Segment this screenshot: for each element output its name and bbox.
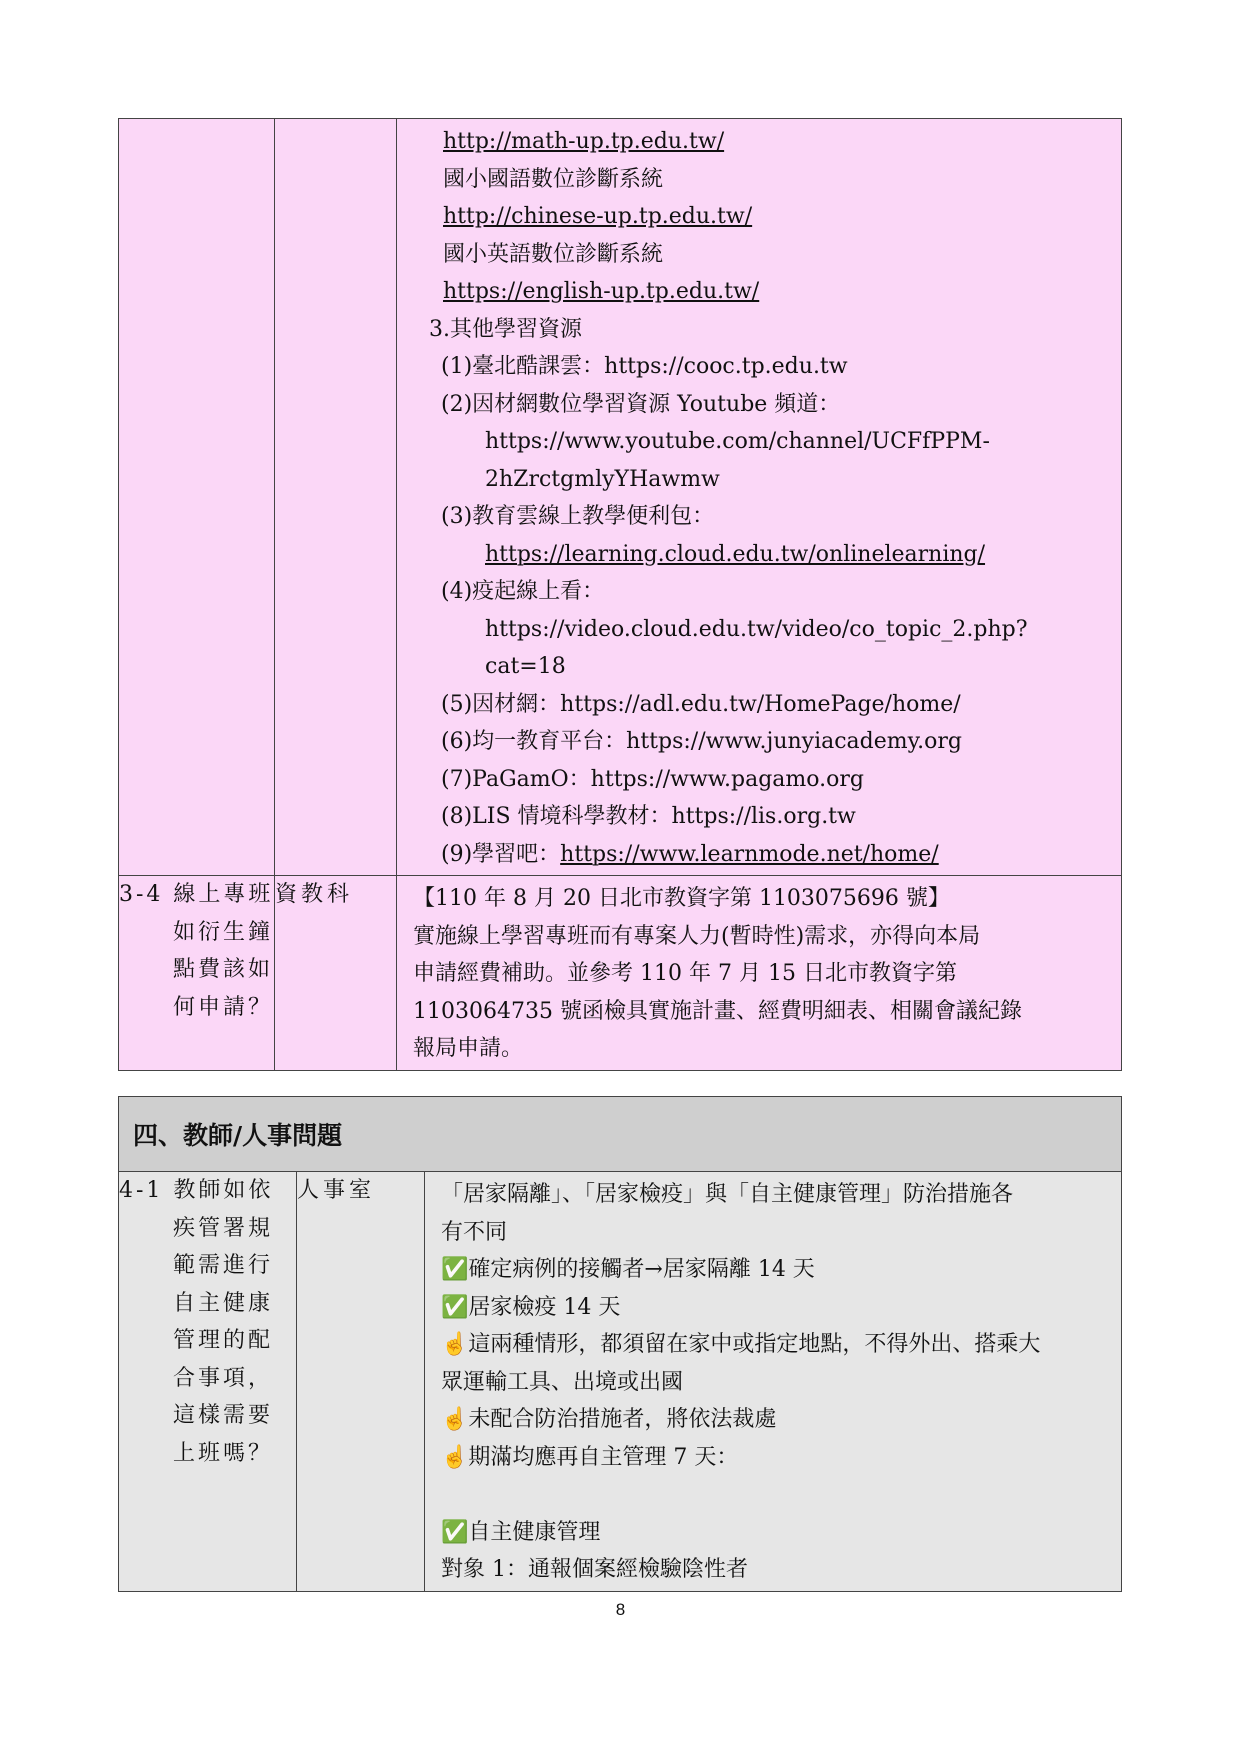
section-header-row (119, 1097, 1122, 1172)
resource-item: (4)疫起線上看： (441, 579, 605, 604)
resource-list-cell (397, 119, 1122, 876)
answer-line: 1103064735 號函檢具實施計畫、經費明細表、相關會議紀錄 (413, 998, 1022, 1024)
resource-item-label: (9)學習吧： (441, 841, 561, 867)
question-line: 範需進行 (173, 1253, 274, 1278)
answer-line: 有不同 (441, 1219, 508, 1245)
resource-url: https://www.youtube.com/channel/UCFfPPM- (485, 429, 990, 454)
section-header-cell (119, 1097, 1122, 1172)
answer-line-blank (441, 1476, 1111, 1514)
answer-line: 報局申請。 (413, 1036, 524, 1061)
question-line: 4-1 教師如依 (119, 1178, 274, 1203)
answer-line: ✅自主健康管理 (441, 1519, 601, 1545)
resource-item: (2)因材網數位學習資源 Youtube 頻道： (441, 391, 841, 417)
resource-item: (7)PaGamO：https://www.pagamo.org (441, 766, 864, 792)
answer-line: 眾運輸工具、出境或出國 (441, 1369, 684, 1395)
dept-cell: 人事室 (297, 1172, 425, 1592)
answer-line: 對象 1：通報個案經檢驗陰性者 (441, 1557, 748, 1582)
answer-line: 實施線上學習專班而有專案人力(暫時性)需求，亦得向本局 (413, 923, 981, 949)
resource-item: (8)LIS 情境科學教材：https://lis.org.tw (441, 804, 856, 829)
dept-cell (275, 119, 397, 876)
resource-label: 國小英語數位診斷系統 (443, 241, 664, 267)
resource-link[interactable]: http://chinese-up.tp.edu.tw/ (443, 204, 753, 229)
resource-url: cat=18 (485, 654, 566, 679)
resource-link[interactable]: https://english-up.tp.edu.tw/ (443, 279, 760, 304)
question-cell (119, 876, 275, 1071)
table-row (119, 119, 1122, 876)
resource-item: (3)教育雲線上教學便利包： (441, 504, 715, 529)
question-line: 何申請？ (173, 994, 274, 1020)
resource-item: (1)臺北酷課雲：https://cooc.tp.edu.tw (441, 354, 848, 379)
answer-line: ☝期滿均應再自主管理 7 天： (441, 1444, 739, 1470)
question-line: 疾管署規 (173, 1215, 274, 1241)
resource-link[interactable]: https://www.learnmode.net/home/ (560, 841, 939, 867)
answer-line: 申請經費補助。並參考 110 年 7 月 15 日北市教資字第 (413, 961, 957, 986)
answer-line: 「居家隔離」、「居家檢疫」與「自主健康管理」防治措施各 (441, 1182, 1014, 1207)
answer-cell (425, 1172, 1122, 1592)
faq-table-section4 (118, 1096, 1122, 1592)
question-cell (119, 119, 275, 876)
dept-cell: 資教科 (275, 876, 397, 1071)
answer-cell (397, 876, 1122, 1071)
question-line: 自主健康 (173, 1290, 274, 1316)
table-row-4-1 (119, 1172, 1122, 1592)
section-title: 四、教師/人事問題 (133, 1121, 343, 1150)
resource-link[interactable]: http://math-up.tp.edu.tw/ (443, 129, 725, 154)
resource-label: 國小國語數位診斷系統 (443, 166, 664, 192)
answer-line: 【110 年 8 月 20 日北市教資字第 1103075696 號】 (413, 886, 950, 911)
answer-line: ✅確定病例的接觸者→居家隔離 14 天 (441, 1257, 815, 1282)
answer-line: ✅居家檢疫 14 天 (441, 1294, 621, 1320)
question-cell (119, 1172, 297, 1592)
resource-link[interactable]: https://learning.cloud.edu.tw/onlinelearning/ (485, 541, 986, 567)
answer-line: ☝這兩種情形，都須留在家中或指定地點，不得外出、搭乘大 (441, 1332, 1041, 1357)
resource-url: https://video.cloud.edu.tw/video/co_topic_2.php? (485, 616, 1028, 642)
resource-heading: 3.其他學習資源 (429, 316, 582, 342)
question-line: 如衍生鐘 (173, 919, 274, 945)
resource-url: 2hZrctgmlyYHawmw (485, 466, 720, 492)
table-row-3-4 (119, 876, 1122, 1071)
question-line: 合事項， (173, 1365, 274, 1391)
question-line: 3-4 線上專班 (119, 882, 274, 907)
resource-item: (5)因材網：https://adl.edu.tw/HomePage/home/ (441, 691, 961, 717)
question-line: 管理的配 (173, 1328, 274, 1353)
answer-line: ☝未配合防治措施者，將依法裁處 (441, 1407, 777, 1432)
faq-table-top (118, 118, 1122, 1071)
resource-item: (6)均一教育平台：https://www.junyiacademy.org (441, 729, 962, 754)
page-number: 8 (615, 1600, 626, 1619)
question-line: 上班嗎？ (173, 1440, 274, 1466)
question-line: 這樣需要 (173, 1403, 274, 1428)
resource-item (413, 836, 1111, 874)
question-line: 點費該如 (173, 957, 274, 982)
